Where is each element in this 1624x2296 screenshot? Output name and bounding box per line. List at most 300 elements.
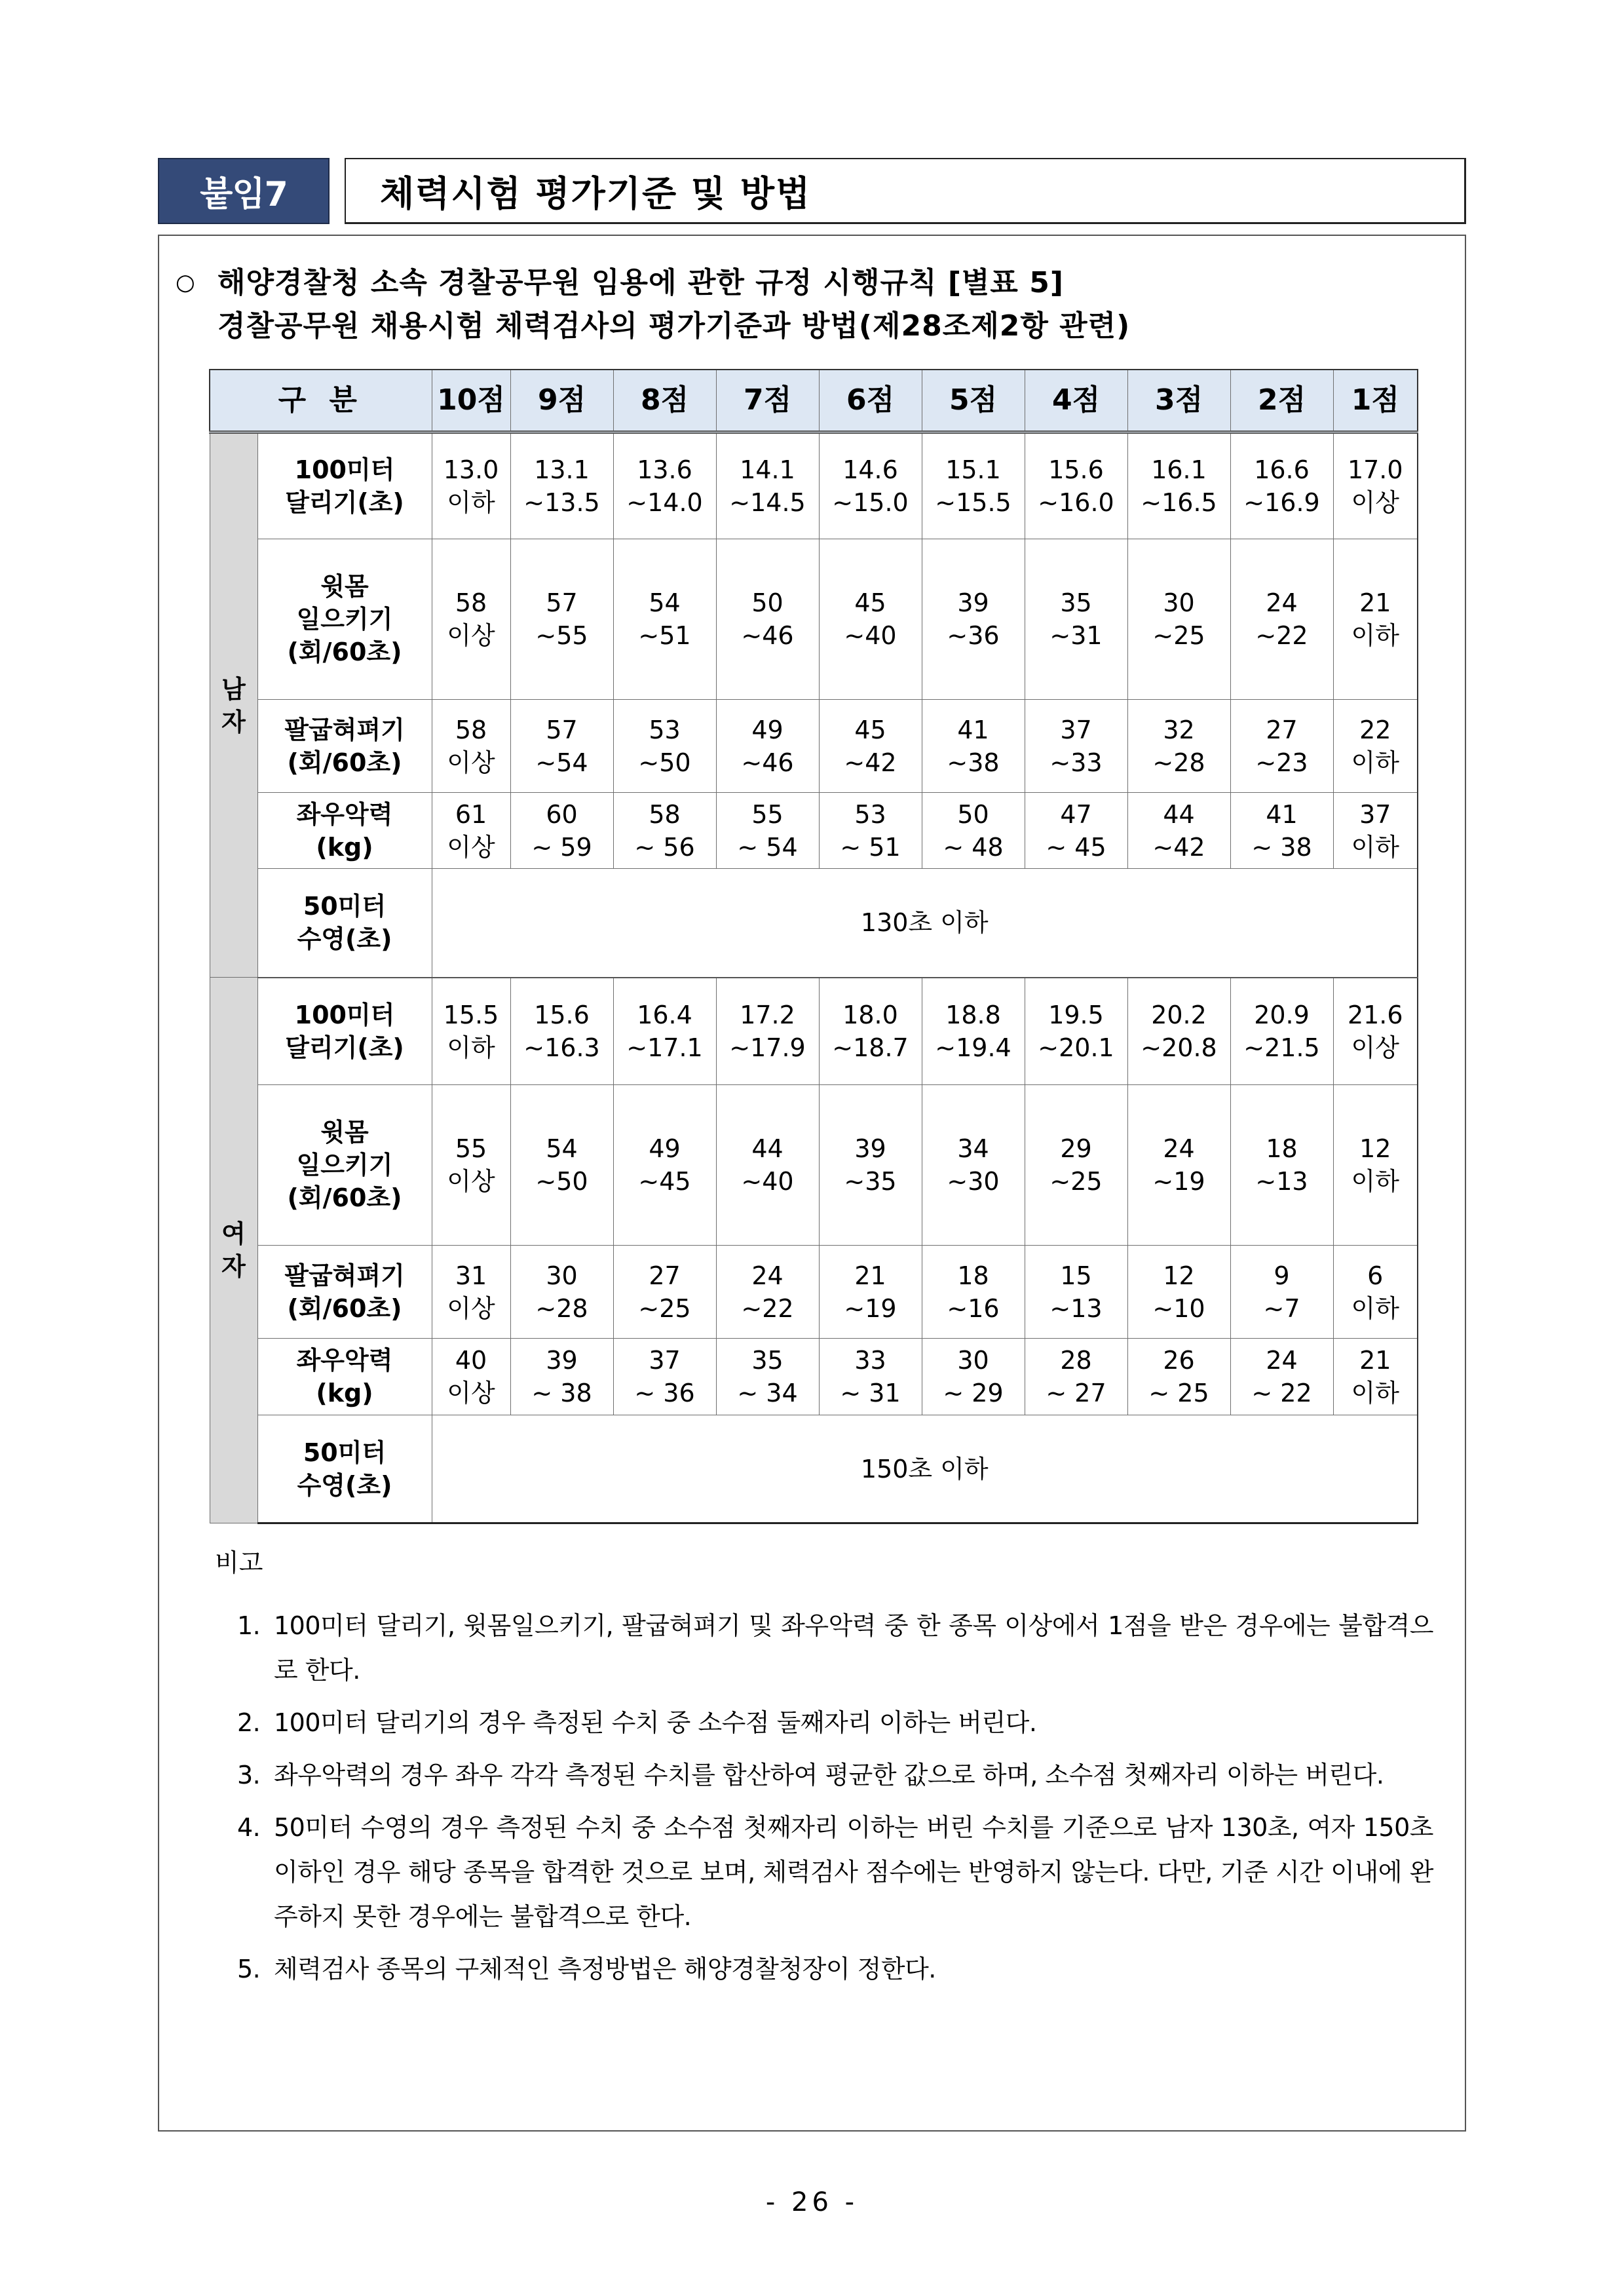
score-cell bbox=[1127, 1246, 1230, 1339]
score-threshold: 37 bbox=[649, 1346, 681, 1375]
score-threshold: 13.6 bbox=[637, 455, 692, 484]
score-range: ~14.5 bbox=[729, 488, 806, 517]
score-range: 이하 bbox=[1351, 1167, 1399, 1196]
score-range: ~ 25 bbox=[1148, 1379, 1209, 1407]
score-cell bbox=[922, 978, 1025, 1085]
remark-text: 100미터 달리기의 경우 측정된 수치 중 소수점 둘째자리 이하는 버린다. bbox=[274, 1708, 1037, 1737]
score-cell bbox=[819, 432, 922, 539]
score-threshold: 9 bbox=[1274, 1261, 1290, 1290]
score-range: 이상 bbox=[447, 748, 495, 777]
score-threshold: 13.1 bbox=[534, 455, 590, 484]
score-cell bbox=[613, 700, 716, 793]
score-threshold: 18 bbox=[957, 1261, 989, 1290]
score-cell bbox=[1333, 1246, 1418, 1339]
score-cell bbox=[922, 700, 1025, 793]
score-range: 이하 bbox=[1351, 748, 1399, 777]
score-range: ~20.8 bbox=[1141, 1033, 1217, 1062]
score-threshold: 58 bbox=[455, 715, 487, 744]
header-score: 5점 bbox=[922, 370, 1025, 432]
score-cell bbox=[432, 1085, 510, 1246]
remark-number: 2. bbox=[237, 1708, 261, 1737]
score-range: ~13 bbox=[1049, 1293, 1103, 1323]
regulation-heading-line-1 bbox=[176, 261, 1420, 305]
score-range: ~21.5 bbox=[1243, 1033, 1320, 1062]
regulation-name: 해양경찰청 소속 경찰공무원 임용에 관한 규정 시행규칙 [별표 5] bbox=[217, 266, 1064, 299]
score-cell bbox=[1333, 700, 1418, 793]
score-cell bbox=[432, 1339, 510, 1415]
score-range: ~40 bbox=[741, 1167, 794, 1196]
score-threshold: 30 bbox=[546, 1261, 578, 1290]
score-cell bbox=[1230, 432, 1333, 539]
remark-item bbox=[215, 1947, 1433, 1991]
test-item-label bbox=[257, 1415, 432, 1523]
score-threshold: 24 bbox=[751, 1261, 784, 1290]
circle-bullet-icon: ○ bbox=[176, 269, 196, 296]
score-cell bbox=[510, 978, 613, 1085]
score-cell bbox=[432, 432, 510, 539]
table-row bbox=[210, 1415, 1418, 1523]
score-range: 이하 bbox=[1351, 1293, 1399, 1323]
remark-text: 좌우악력의 경우 좌우 각각 측정된 수치를 합산하여 평균한 값으로 하며, 소수점 첫째자리 이하는 버린다. bbox=[274, 1761, 1384, 1789]
score-threshold: 49 bbox=[649, 1134, 681, 1163]
score-range: ~30 bbox=[947, 1167, 1000, 1196]
table-row bbox=[210, 978, 1418, 1085]
remark-item bbox=[215, 1603, 1433, 1693]
score-cell bbox=[716, 432, 819, 539]
score-range: ~25 bbox=[1152, 621, 1205, 650]
score-threshold: 49 bbox=[751, 715, 784, 744]
score-threshold: 20.9 bbox=[1254, 1000, 1310, 1029]
score-threshold: 29 bbox=[1060, 1134, 1092, 1163]
table-row bbox=[210, 1339, 1418, 1415]
test-item-label-line: 팔굽혀펴기 bbox=[284, 1261, 405, 1290]
page-number: - 26 - bbox=[765, 2187, 859, 2217]
score-threshold: 17.0 bbox=[1347, 455, 1403, 484]
score-range: ~25 bbox=[1049, 1167, 1103, 1196]
score-cell bbox=[1025, 1339, 1127, 1415]
score-range: ~17.9 bbox=[729, 1033, 806, 1062]
score-threshold: 41 bbox=[1266, 799, 1298, 829]
score-cell bbox=[716, 978, 819, 1085]
score-threshold: 47 bbox=[1060, 799, 1092, 829]
score-range: ~16.0 bbox=[1038, 488, 1114, 517]
score-cell bbox=[922, 539, 1025, 700]
remark-item bbox=[215, 1700, 1433, 1745]
score-range: ~23 bbox=[1255, 748, 1308, 777]
score-cell bbox=[819, 978, 922, 1085]
score-threshold: 30 bbox=[1163, 588, 1195, 617]
test-item-label bbox=[257, 1085, 432, 1246]
score-cell bbox=[819, 1246, 922, 1339]
test-item-label-line: 100미터 bbox=[294, 1000, 395, 1029]
score-range: ~ 34 bbox=[737, 1379, 798, 1407]
score-range: 이하 bbox=[447, 488, 495, 517]
score-range: ~7 bbox=[1263, 1293, 1300, 1323]
score-range: ~15.5 bbox=[935, 488, 1011, 517]
test-item-label-line: (회/60초) bbox=[287, 638, 402, 666]
score-cell bbox=[922, 432, 1025, 539]
score-cell bbox=[432, 793, 510, 869]
test-item-label-line: 좌우악력 bbox=[296, 799, 393, 829]
score-range: ~46 bbox=[741, 748, 794, 777]
score-range: 이하 bbox=[1351, 1379, 1399, 1407]
score-threshold: 21 bbox=[854, 1261, 886, 1290]
score-cell bbox=[613, 432, 716, 539]
score-range: ~ 54 bbox=[737, 832, 798, 862]
table-row bbox=[210, 793, 1418, 869]
header-score: 10점 bbox=[432, 370, 510, 432]
score-threshold: 14.6 bbox=[842, 455, 898, 484]
score-threshold: 37 bbox=[1060, 715, 1092, 744]
score-cell bbox=[1333, 1085, 1418, 1246]
score-range: 이상 bbox=[1351, 488, 1399, 517]
score-range: ~19 bbox=[844, 1293, 897, 1323]
score-range: ~55 bbox=[535, 621, 588, 650]
score-range: ~ 45 bbox=[1046, 832, 1106, 862]
score-threshold: 22 bbox=[1359, 715, 1391, 744]
table-row bbox=[210, 1085, 1418, 1246]
score-range: ~13 bbox=[1255, 1167, 1308, 1196]
score-cell bbox=[1127, 1085, 1230, 1246]
test-item-label-line: (kg) bbox=[316, 1379, 373, 1407]
table-row bbox=[210, 869, 1418, 978]
score-threshold: 53 bbox=[854, 799, 886, 829]
score-range: ~40 bbox=[844, 621, 897, 650]
remark-text: 체력검사 종목의 구체적인 측정방법은 해양경찰청장이 정한다. bbox=[274, 1955, 936, 1983]
score-range: 이상 bbox=[447, 1379, 495, 1407]
score-threshold: 57 bbox=[546, 715, 578, 744]
score-range: ~16.9 bbox=[1243, 488, 1320, 517]
test-item-label bbox=[257, 432, 432, 539]
remark-number: 5. bbox=[237, 1955, 261, 1983]
score-range: ~13.5 bbox=[523, 488, 600, 517]
test-item-label-line: 일으키기 bbox=[296, 1151, 393, 1179]
score-threshold: 27 bbox=[649, 1261, 681, 1290]
score-range: ~25 bbox=[638, 1293, 691, 1323]
test-item-label-line: 달리기(초) bbox=[285, 488, 404, 517]
score-threshold: 34 bbox=[957, 1134, 989, 1163]
swim-criterion: 150초 이하 bbox=[432, 1415, 1418, 1523]
score-cell bbox=[922, 1339, 1025, 1415]
regulation-subtitle: 경찰공무원 채용시험 체력검사의 평가기준과 방법(제28조제2항 관련) bbox=[217, 309, 1131, 343]
test-item-label-line: 수영(초) bbox=[297, 1470, 392, 1500]
test-item-label-line: (회/60초) bbox=[287, 1293, 402, 1323]
score-range: 이상 bbox=[447, 1167, 495, 1196]
remarks-title: 비고 bbox=[215, 1548, 263, 1577]
score-threshold: 40 bbox=[455, 1346, 487, 1375]
score-range: ~ 38 bbox=[531, 1379, 592, 1407]
score-threshold: 55 bbox=[751, 799, 784, 829]
test-item-label-line: (회/60초) bbox=[287, 748, 402, 777]
score-range: 이하 bbox=[1351, 832, 1399, 862]
test-item-label bbox=[257, 793, 432, 869]
score-cell bbox=[613, 793, 716, 869]
score-threshold: 6 bbox=[1367, 1261, 1384, 1290]
score-range: ~20.1 bbox=[1038, 1033, 1114, 1062]
score-cell bbox=[716, 1085, 819, 1246]
score-range: ~ 29 bbox=[943, 1379, 1004, 1407]
score-cell bbox=[1230, 793, 1333, 869]
score-cell bbox=[1127, 978, 1230, 1085]
score-range: ~ 27 bbox=[1046, 1379, 1106, 1407]
score-threshold: 44 bbox=[751, 1134, 784, 1163]
test-item-label-line: 100미터 bbox=[294, 455, 395, 484]
score-range: ~14.0 bbox=[626, 488, 703, 517]
score-cell bbox=[1025, 1085, 1127, 1246]
score-range: 이하 bbox=[447, 1033, 495, 1062]
score-threshold: 20.2 bbox=[1151, 1000, 1207, 1029]
score-cell bbox=[613, 539, 716, 700]
score-threshold: 14.1 bbox=[740, 455, 795, 484]
score-threshold: 44 bbox=[1163, 799, 1195, 829]
score-cell bbox=[510, 432, 613, 539]
score-cell bbox=[1333, 432, 1418, 539]
score-range: 이상 bbox=[447, 621, 495, 650]
test-item-label-line: 윗몸 bbox=[320, 1118, 369, 1147]
table-row bbox=[210, 432, 1418, 539]
score-threshold: 21 bbox=[1359, 588, 1391, 617]
score-cell bbox=[1230, 978, 1333, 1085]
test-item-label-line: 팔굽혀펴기 bbox=[284, 715, 405, 744]
score-cell bbox=[716, 700, 819, 793]
score-threshold: 24 bbox=[1163, 1134, 1195, 1163]
score-threshold: 21.6 bbox=[1347, 1000, 1403, 1029]
gender-label: 남 자 bbox=[210, 432, 257, 978]
score-threshold: 30 bbox=[957, 1346, 989, 1375]
test-item-label-line: 좌우악력 bbox=[296, 1346, 393, 1375]
score-cell bbox=[510, 1339, 613, 1415]
score-threshold: 15.6 bbox=[1048, 455, 1104, 484]
score-threshold: 33 bbox=[854, 1346, 886, 1375]
page-title bbox=[345, 158, 1466, 224]
score-threshold: 12 bbox=[1359, 1134, 1391, 1163]
header-score: 9점 bbox=[510, 370, 613, 432]
score-threshold: 35 bbox=[751, 1346, 784, 1375]
score-threshold: 15.6 bbox=[534, 1000, 590, 1029]
score-cell bbox=[922, 1246, 1025, 1339]
score-range: ~15.0 bbox=[832, 488, 909, 517]
score-cell bbox=[922, 793, 1025, 869]
score-range: ~45 bbox=[638, 1167, 691, 1196]
score-threshold: 17.2 bbox=[740, 1000, 795, 1029]
score-threshold: 61 bbox=[455, 799, 487, 829]
score-cell bbox=[613, 1339, 716, 1415]
score-threshold: 58 bbox=[649, 799, 681, 829]
score-threshold: 50 bbox=[957, 799, 989, 829]
score-cell bbox=[1127, 793, 1230, 869]
score-cell bbox=[1230, 700, 1333, 793]
score-cell bbox=[613, 1085, 716, 1246]
score-range: ~28 bbox=[1152, 748, 1205, 777]
score-cell bbox=[1127, 700, 1230, 793]
score-cell bbox=[1025, 432, 1127, 539]
score-threshold: 60 bbox=[546, 799, 578, 829]
score-threshold: 57 bbox=[546, 588, 578, 617]
score-threshold: 24 bbox=[1266, 588, 1298, 617]
swim-criterion: 130초 이하 bbox=[432, 869, 1418, 978]
score-cell bbox=[1127, 539, 1230, 700]
remark-item bbox=[215, 1805, 1433, 1939]
score-cell bbox=[1025, 539, 1127, 700]
score-range: ~35 bbox=[844, 1167, 897, 1196]
score-cell bbox=[1230, 539, 1333, 700]
score-range: ~16 bbox=[947, 1293, 1000, 1323]
remarks-section bbox=[215, 1543, 1433, 1999]
score-cell bbox=[1127, 1339, 1230, 1415]
score-range: ~ 31 bbox=[840, 1379, 901, 1407]
score-range: ~ 22 bbox=[1251, 1379, 1312, 1407]
score-range: ~ 51 bbox=[840, 832, 901, 862]
score-threshold: 50 bbox=[751, 588, 784, 617]
score-range: ~31 bbox=[1049, 621, 1103, 650]
score-range: ~19 bbox=[1152, 1167, 1205, 1196]
test-item-label bbox=[257, 978, 432, 1085]
score-threshold: 35 bbox=[1060, 588, 1092, 617]
test-item-label bbox=[257, 700, 432, 793]
score-threshold: 27 bbox=[1266, 715, 1298, 744]
header-score: 4점 bbox=[1025, 370, 1127, 432]
score-cell bbox=[716, 793, 819, 869]
test-item-label bbox=[257, 1246, 432, 1339]
score-range: ~ 48 bbox=[943, 832, 1004, 862]
score-range: ~ 38 bbox=[1251, 832, 1312, 862]
score-cell bbox=[1127, 432, 1230, 539]
score-cell bbox=[510, 539, 613, 700]
header-category: 구 분 bbox=[210, 370, 432, 432]
score-cell bbox=[1025, 700, 1127, 793]
score-threshold: 58 bbox=[455, 588, 487, 617]
table-row bbox=[210, 539, 1418, 700]
score-cell bbox=[716, 1339, 819, 1415]
score-range: ~42 bbox=[844, 748, 897, 777]
score-range: ~42 bbox=[1152, 832, 1205, 862]
score-cell bbox=[432, 1246, 510, 1339]
score-cell bbox=[510, 1246, 613, 1339]
score-range: ~46 bbox=[741, 621, 794, 650]
test-item-label-line: 윗몸 bbox=[320, 572, 369, 601]
remark-number: 3. bbox=[237, 1761, 261, 1789]
score-cell bbox=[819, 1339, 922, 1415]
remarks-list bbox=[215, 1603, 1433, 1991]
score-cell bbox=[1025, 1246, 1127, 1339]
table-row bbox=[210, 1246, 1418, 1339]
score-range: ~50 bbox=[638, 748, 691, 777]
test-item-label-line: (회/60초) bbox=[287, 1183, 402, 1212]
gender-label: 여 자 bbox=[210, 978, 257, 1523]
remark-number: 1. bbox=[237, 1611, 261, 1640]
score-range: ~50 bbox=[535, 1167, 588, 1196]
score-range: 이상 bbox=[447, 1293, 495, 1323]
score-cell bbox=[613, 1246, 716, 1339]
header-score: 6점 bbox=[819, 370, 922, 432]
score-cell bbox=[1025, 978, 1127, 1085]
score-threshold: 19.5 bbox=[1048, 1000, 1104, 1029]
remark-text: 50미터 수영의 경우 측정된 수치 중 소수점 첫째자리 이하는 버린 수치를 기준으로 남자 130초, 여자 150초 이하인 경우 해당 종목을 합격한 것으로 보며, 체력검사 점수에는 반영하지 않는다. 다만, 기준 시간 이내에 완주하지 못한 경우에는 불합격으로 한다. bbox=[274, 1813, 1433, 1931]
score-threshold: 24 bbox=[1266, 1346, 1298, 1375]
table-row bbox=[210, 700, 1418, 793]
score-threshold: 45 bbox=[854, 588, 886, 617]
score-cell bbox=[432, 539, 510, 700]
score-threshold: 16.4 bbox=[637, 1000, 692, 1029]
test-item-label-line: (kg) bbox=[316, 832, 373, 862]
score-cell bbox=[819, 1085, 922, 1246]
score-threshold: 31 bbox=[455, 1261, 487, 1290]
remark-text: 100미터 달리기, 윗몸일으키기, 팔굽혀펴기 및 좌우악력 중 한 종목 이상에서 1점을 받은 경우에는 불합격으로 한다. bbox=[274, 1611, 1433, 1685]
score-range: 이상 bbox=[1351, 1033, 1399, 1062]
score-range: ~19.4 bbox=[935, 1033, 1011, 1062]
score-range: ~10 bbox=[1152, 1293, 1205, 1323]
score-cell bbox=[1230, 1339, 1333, 1415]
score-cell bbox=[819, 793, 922, 869]
score-threshold: 13.0 bbox=[443, 455, 499, 484]
score-threshold: 54 bbox=[546, 1134, 578, 1163]
score-threshold: 18.0 bbox=[842, 1000, 898, 1029]
score-threshold: 12 bbox=[1163, 1261, 1195, 1290]
score-threshold: 55 bbox=[455, 1134, 487, 1163]
score-range: ~16.5 bbox=[1141, 488, 1217, 517]
score-range: ~22 bbox=[741, 1293, 794, 1323]
test-item-label-line: 달리기(초) bbox=[285, 1033, 404, 1062]
score-threshold: 16.6 bbox=[1254, 455, 1310, 484]
score-threshold: 18.8 bbox=[945, 1000, 1001, 1029]
score-cell bbox=[1333, 793, 1418, 869]
score-threshold: 28 bbox=[1060, 1346, 1092, 1375]
score-threshold: 15 bbox=[1060, 1261, 1092, 1290]
score-threshold: 21 bbox=[1359, 1346, 1391, 1375]
score-threshold: 54 bbox=[649, 588, 681, 617]
score-cell bbox=[922, 1085, 1025, 1246]
score-threshold: 39 bbox=[854, 1134, 886, 1163]
test-item-label bbox=[257, 1339, 432, 1415]
header-score: 3점 bbox=[1127, 370, 1230, 432]
score-range: ~54 bbox=[535, 748, 588, 777]
remark-number: 4. bbox=[237, 1813, 261, 1842]
score-threshold: 53 bbox=[649, 715, 681, 744]
test-item-label-line: 50미터 bbox=[303, 1438, 387, 1467]
score-threshold: 15.5 bbox=[443, 1000, 499, 1029]
score-threshold: 41 bbox=[957, 715, 989, 744]
score-threshold: 32 bbox=[1163, 715, 1195, 744]
score-cell bbox=[432, 978, 510, 1085]
header-score: 8점 bbox=[613, 370, 716, 432]
score-range: ~38 bbox=[947, 748, 1000, 777]
score-threshold: 15.1 bbox=[945, 455, 1001, 484]
score-threshold: 37 bbox=[1359, 799, 1391, 829]
test-item-label bbox=[257, 539, 432, 700]
score-cell bbox=[510, 700, 613, 793]
header-score: 1점 bbox=[1333, 370, 1418, 432]
score-threshold: 45 bbox=[854, 715, 886, 744]
score-threshold: 39 bbox=[546, 1346, 578, 1375]
score-range: ~18.7 bbox=[832, 1033, 909, 1062]
score-range: ~17.1 bbox=[626, 1033, 703, 1062]
score-range: ~51 bbox=[638, 621, 691, 650]
remark-item bbox=[215, 1753, 1433, 1797]
score-range: ~28 bbox=[535, 1293, 588, 1323]
score-cell bbox=[716, 539, 819, 700]
score-cell bbox=[819, 539, 922, 700]
score-range: ~36 bbox=[947, 621, 1000, 650]
score-cell bbox=[1333, 539, 1418, 700]
score-range: ~ 36 bbox=[634, 1379, 695, 1407]
score-threshold: 18 bbox=[1266, 1134, 1298, 1163]
table-header-row bbox=[210, 370, 1418, 432]
score-range: ~22 bbox=[1255, 621, 1308, 650]
score-range: ~ 59 bbox=[531, 832, 592, 862]
score-range: ~33 bbox=[1049, 748, 1103, 777]
score-threshold: 39 bbox=[957, 588, 989, 617]
score-range: ~ 56 bbox=[634, 832, 695, 862]
